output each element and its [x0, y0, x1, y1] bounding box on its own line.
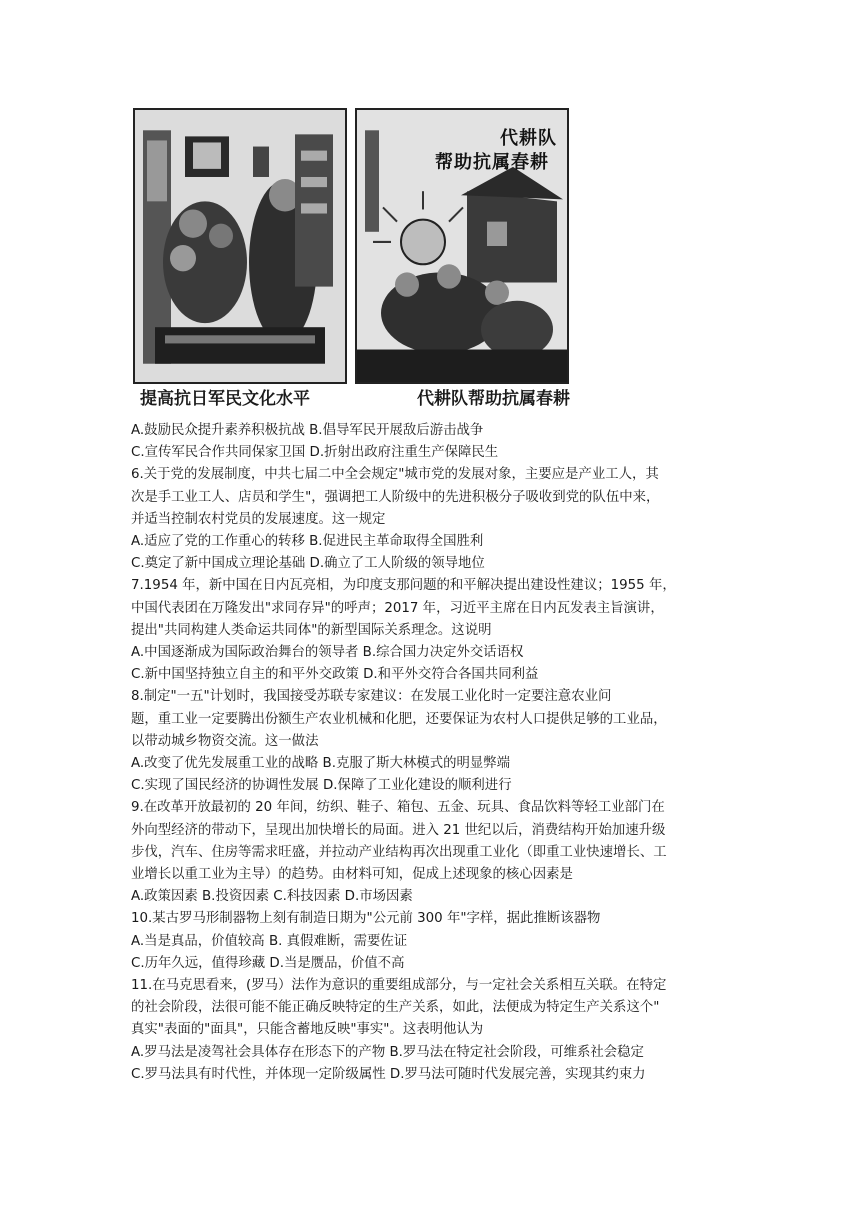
woodcut-left-illustration — [135, 110, 345, 382]
text-line: C.实现了国民经济的协调性发展 D.保障了工业化建设的顺利进行 — [131, 778, 512, 794]
text-line: A.罗马法是凌驾社会具体存在形态下的产物 B.罗马法在特定社会阶段，可维系社会稳定 — [131, 1044, 644, 1060]
text-line: C.奠定了新中国成立理论基础 D.确立了工人阶级的领导地位 — [131, 556, 485, 572]
text-line: 8.制定"一五"计划时，我国接受苏联专家建议：在发展工业化时一定要注意农业问 — [131, 689, 612, 705]
right-banner-line2: 帮助抗属春耕 — [435, 152, 549, 173]
text-line: 10.某古罗马形制器物上刻有制造日期为"公元前 300 年"字样，据此推断该器物 — [131, 911, 601, 927]
woodcut-right — [355, 108, 569, 384]
text-line: 题，重工业一定要腾出份额生产农业机械和化肥，还要保证为农村人口提供足够的工业品， — [131, 711, 667, 727]
historical-woodcut-figure — [133, 108, 569, 380]
text-line: 提出"共同构建人类命运共同体"的新型国际关系理念。这说明 — [131, 622, 492, 638]
text-line: 6.关于党的发展制度，中共七届二中全会规定"城市党的发展对象，主要应是产业工人，其 — [131, 467, 659, 483]
text-line: 7.1954 年，新中国在日内瓦亮相，为印度支那问题的和平解决提出建设性建议；1955 年， — [131, 578, 676, 594]
text-line: A.政策因素 B.投资因素 C.科技因素 D.市场因素 — [131, 889, 413, 905]
text-line: C.宣传军民合作共同保家卫国 D.折射出政府注重生产保障民生 — [131, 445, 499, 461]
caption-left: 提高抗日军民文化水平 — [140, 389, 310, 409]
text-line: 步伐，汽车、住房等需求旺盛，并拉动产业结构再次出现重工业化（即重工业快速增长、工 — [131, 844, 667, 860]
text-line: 的社会阶段，法很可能不能正确反映特定的生产关系，如此，法便成为特定生产关系这个" — [131, 1000, 660, 1016]
text-line: 以带动城乡物资交流。这一做法 — [131, 733, 319, 749]
woodcut-left — [133, 108, 347, 384]
text-line: 业增长以重工业为主导）的趋势。由材料可知，促成上述现象的核心因素是 — [131, 867, 573, 883]
text-line: 次是手工业工人、店员和学生"，强调把工人阶级中的先进积极分子吸收到党的队伍中来， — [131, 489, 660, 505]
text-line: A.改变了优先发展重工业的战略 B.克服了斯大林模式的明显弊端 — [131, 756, 511, 772]
text-line: 9.在改革开放最初的 20 年间，纺织、鞋子、箱包、五金、玩具、食品饮料等轻工业部门在 — [131, 800, 665, 816]
text-line: C.新中国坚持独立自主的和平外交政策 D.和平外交符合各国共同利益 — [131, 667, 539, 683]
question-text — [131, 420, 731, 1086]
text-line: C.历年久远，值得珍藏 D.当是赝品，价值不高 — [131, 955, 405, 971]
figure-captions — [140, 384, 570, 409]
text-line: 并适当控制农村党员的发展速度。这一规定 — [131, 511, 386, 527]
right-banner-line1: 代耕队 — [500, 128, 557, 149]
text-line: 外向型经济的带动下，呈现出加快增长的局面。进入 21 世纪以后，消费结构开始加速升级 — [131, 822, 666, 838]
text-line: A.中国逐渐成为国际政治舞台的领导者 B.综合国力决定外交话语权 — [131, 645, 524, 661]
text-line: 11.在马克思看来，(罗马）法作为意识的重要组成部分，与一定社会关系相互关联。在特定 — [131, 978, 667, 994]
caption-right: 代耕队帮助抗属春耕 — [417, 389, 570, 409]
text-line: 真实"表面的"面具"，只能含蓄地反映"事实"。这表明他认为 — [131, 1022, 484, 1038]
text-line: C.罗马法具有时代性，并体现一定阶级属性 D.罗马法可随时代发展完善，实现其约束力 — [131, 1066, 646, 1082]
text-line: 中国代表团在万隆发出"求同存异"的呼声；2017 年，习近平主席在日内瓦发表主旨演讲， — [131, 600, 664, 616]
text-line: A.鼓励民众提升素养积极抗战 B.倡导军民开展敌后游击战争 — [131, 423, 484, 438]
text-line: A.当是真品，价值较高 B. 真假难断，需要佐证 — [131, 933, 408, 949]
text-line: A.适应了党的工作重心的转移 B.促进民主革命取得全国胜利 — [131, 534, 484, 550]
